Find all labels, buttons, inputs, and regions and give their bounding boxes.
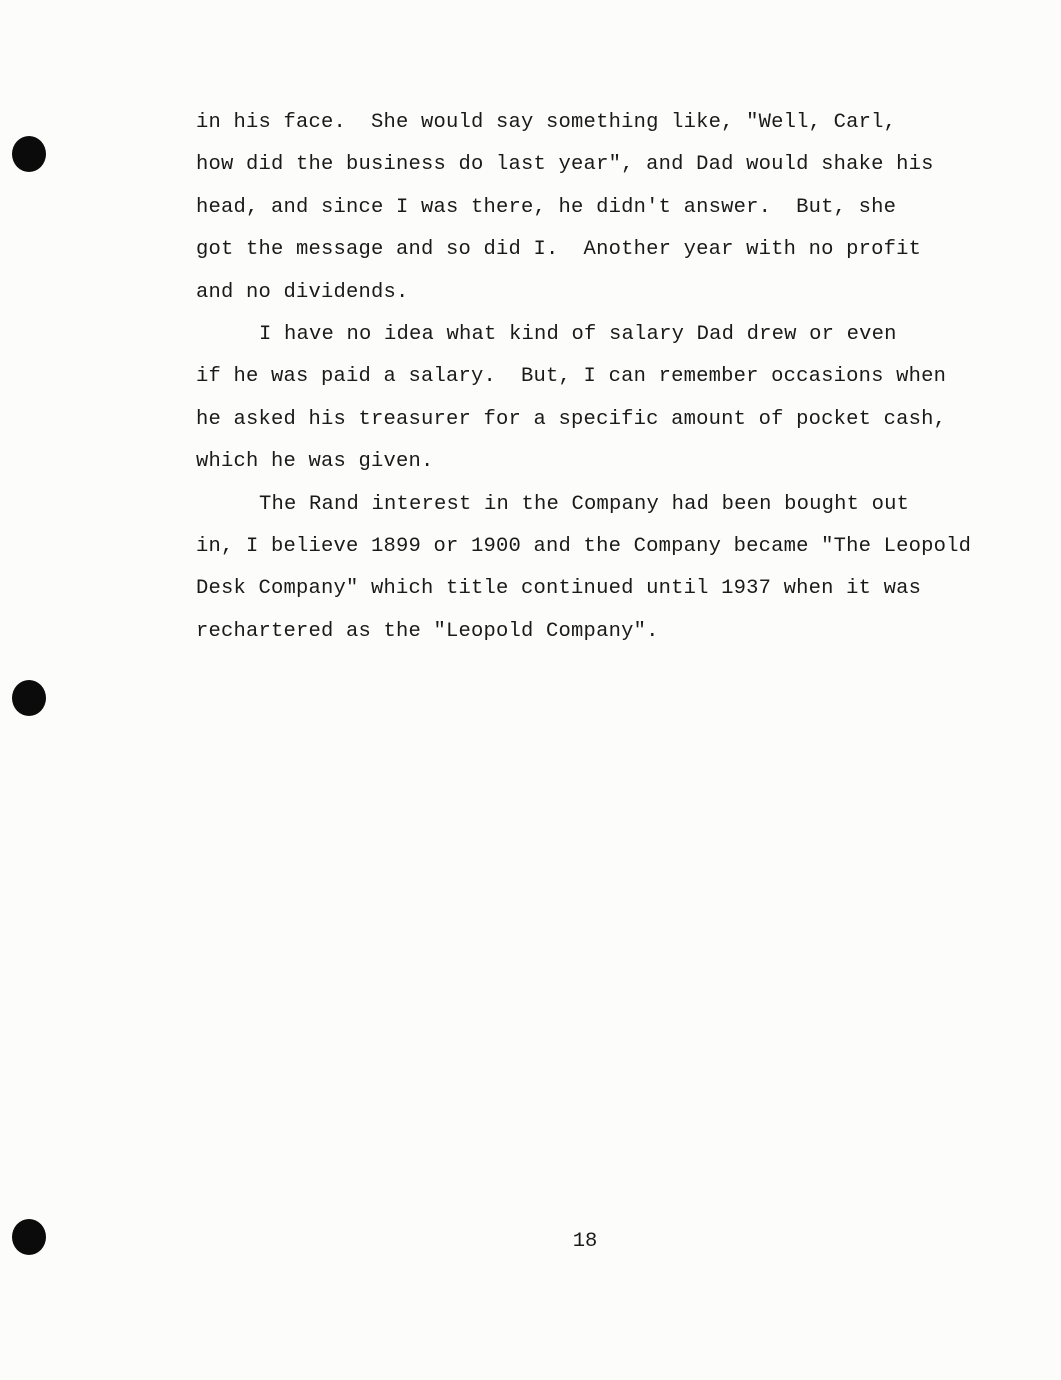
paragraph: [196, 102, 1016, 314]
punch-hole: [12, 1219, 46, 1255]
text-line: head, and since I was there, he didn't answer. But, she: [196, 195, 897, 219]
text-line: if he was paid a salary. But, I can remember occasions when: [196, 365, 947, 389]
page-number: 18: [572, 1230, 598, 1253]
text-line: The Rand interest in the Company had been bought out: [259, 492, 910, 516]
text-line: in his face. She would say something like, "Well, Carl,: [196, 111, 897, 134]
paragraph: [196, 484, 1016, 654]
text-line: he asked his treasurer for a specific amount of pocket cash,: [196, 407, 947, 431]
text-line: and no dividends.: [196, 280, 409, 304]
text-line: Desk Company" which title continued until 1937 when it was: [196, 577, 922, 601]
text-line: in, I believe 1899 or 1900 and the Company became "The Leopold: [196, 534, 972, 558]
body-text: [196, 102, 1016, 653]
text-line: which he was given.: [196, 450, 434, 474]
text-line: rechartered as the "Leopold Company".: [196, 619, 659, 643]
paragraph: [196, 314, 1016, 484]
text-line: I have no idea what kind of salary Dad drew or even: [259, 322, 897, 346]
punch-hole: [12, 680, 46, 716]
text-line: got the message and so did I. Another year with no profit: [196, 238, 922, 262]
text-line: how did the business do last year", and Dad would shake his: [196, 153, 934, 177]
punch-hole: [12, 136, 46, 172]
